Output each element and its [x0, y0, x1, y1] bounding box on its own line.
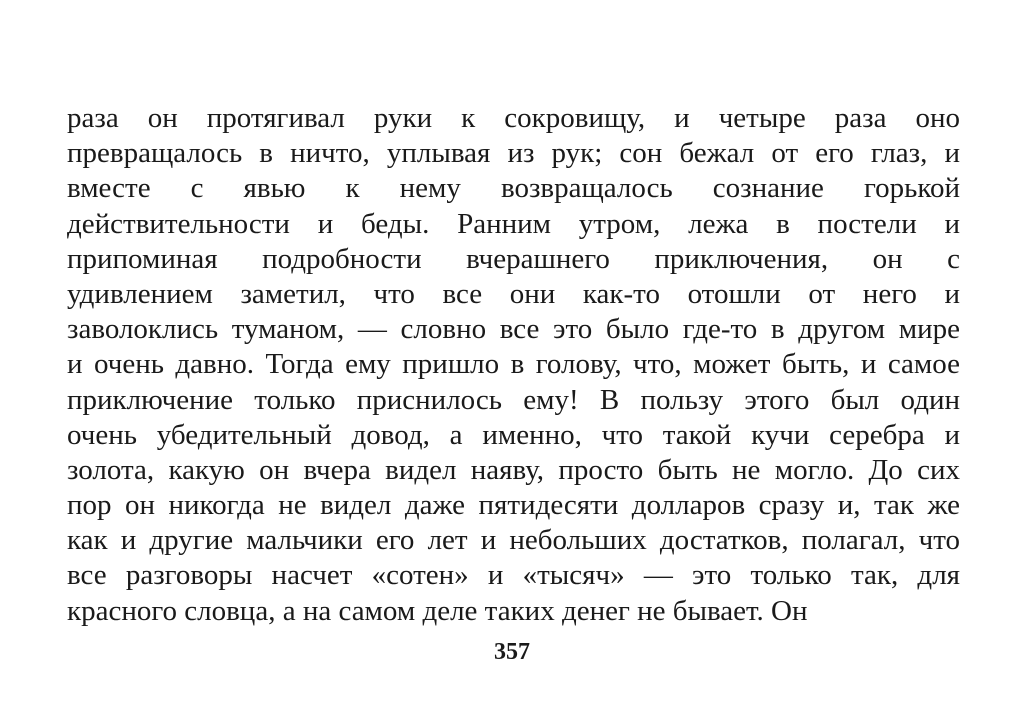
text-line: пор он никогда не видел даже пятидесяти долларов сразу и, так же	[67, 489, 960, 522]
text-line: заволоклись туманом, — словно все это было где-то в другом мире	[67, 313, 960, 346]
text-line: и очень давно. Тогда ему пришло в голову, что, может быть, и самое	[67, 348, 960, 381]
text-line: вместе с явью к нему возвращалось сознание горькой	[67, 172, 960, 205]
text-line: очень убедительный довод, а именно, что такой кучи серебра и	[67, 418, 960, 451]
text-line: красного словца, а на самом деле таких денег не бывает. Он	[67, 594, 808, 627]
text-line: удивлением заметил, что все они как-то отошли от него и	[67, 277, 960, 310]
page-number: 357	[494, 639, 530, 665]
text-line: действительности и беды. Ранним утром, лежа в постели и	[67, 207, 960, 240]
text-line: припоминая подробности вчерашнего приключения, он с	[67, 242, 960, 275]
body-text	[67, 101, 960, 629]
text-line: приключение только приснилось ему! В пользу этого был один	[67, 383, 960, 416]
text-line: раза он протягивал руки к сокровищу, и четыре раза оно	[67, 102, 960, 134]
text-line: превращалось в ничто, уплывая из рук; сон бежал от его глаз, и	[67, 137, 960, 170]
text-line: все разговоры насчет «сотен» и «тысяч» — это только так, для	[67, 559, 960, 592]
text-line: золота, какую он вчера видел наяву, просто быть не могло. До сих	[67, 453, 960, 486]
text-line: как и другие мальчики его лет и небольших достатков, полагал, что	[67, 524, 960, 557]
